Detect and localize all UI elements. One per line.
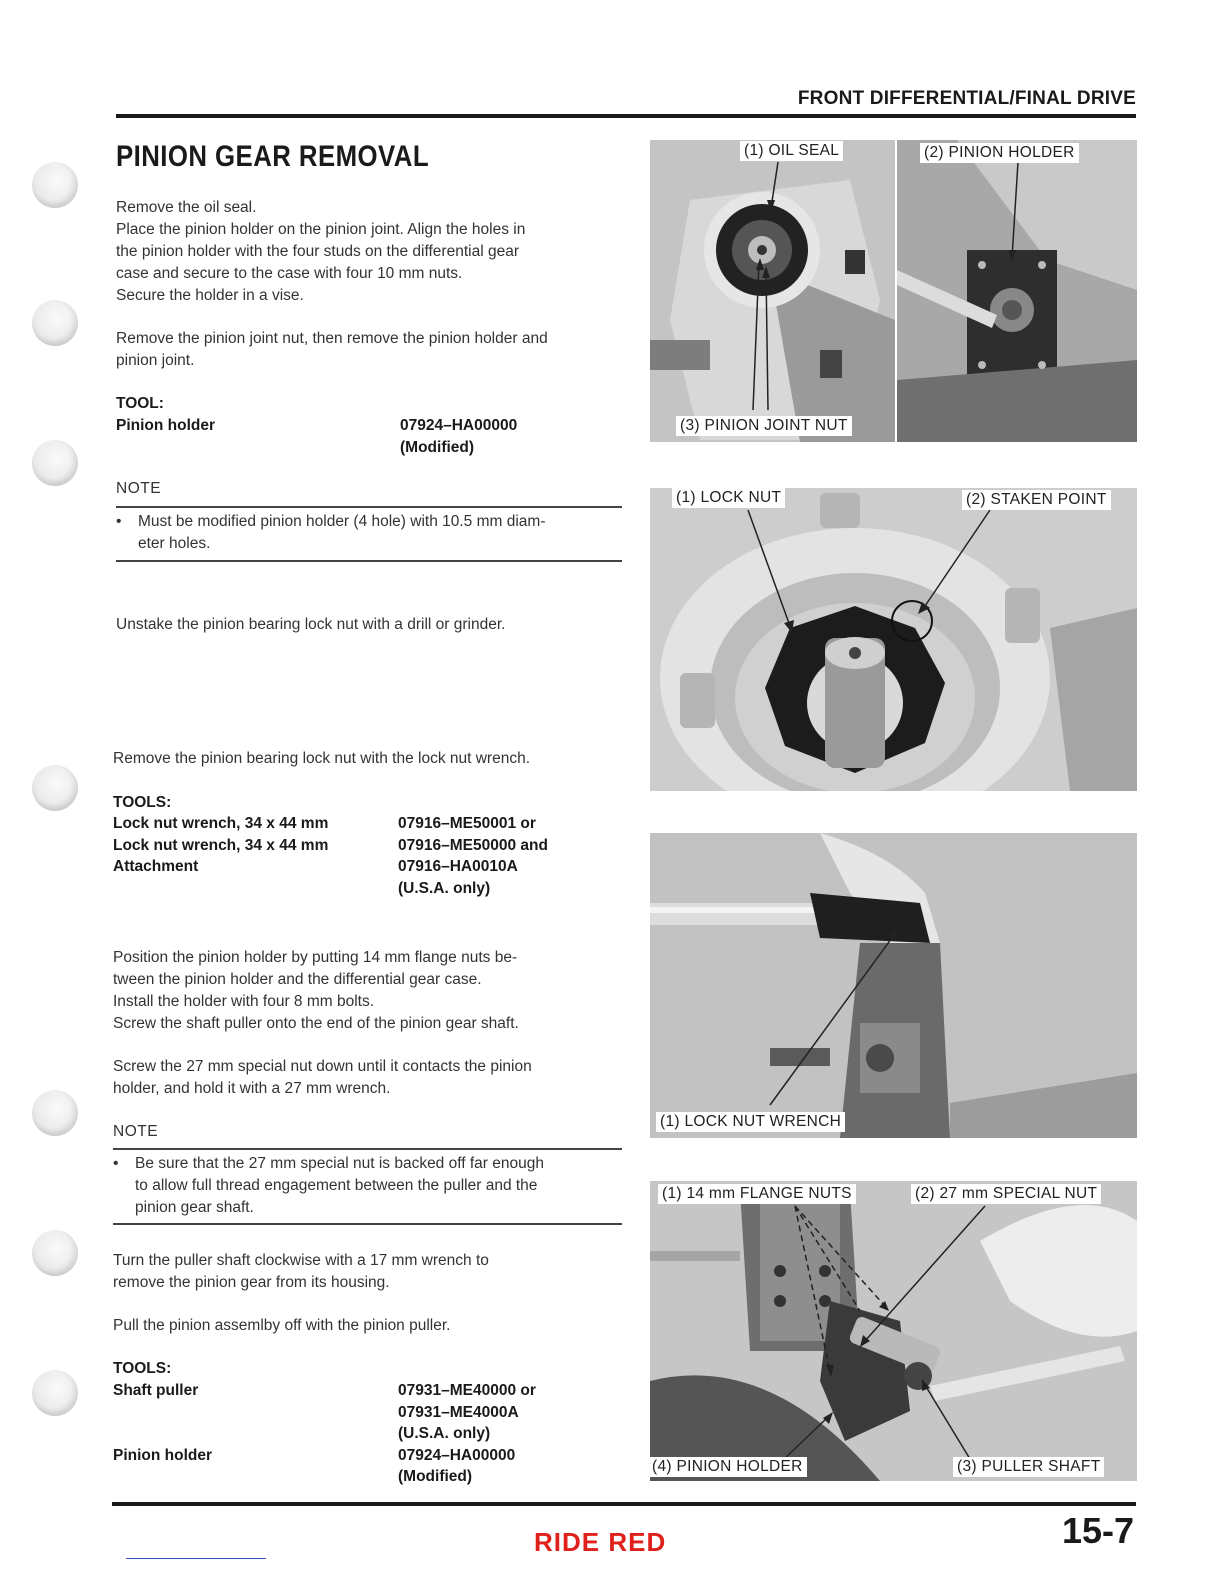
- binder-hole: [32, 300, 78, 346]
- caption-pinion-holder: (2) PINION HOLDER: [920, 143, 1079, 163]
- caption-lock-nut-wrench: (1) LOCK NUT WRENCH: [656, 1112, 845, 1132]
- tool-code: 07931–ME4000A: [398, 1403, 519, 1421]
- fig2-leader-lines: [650, 488, 1137, 791]
- tool-name: Pinion holder: [113, 1446, 213, 1464]
- text-line: remove the pinion gear from its housing.: [113, 1274, 390, 1291]
- text-line: Install the holder with four 8 mm bolts.: [113, 993, 375, 1010]
- caption-puller-shaft: (3) PULLER SHAFT: [953, 1457, 1104, 1477]
- text-line: Remove the oil seal.: [116, 199, 257, 216]
- header-rule: [116, 114, 1136, 118]
- binder-hole: [32, 440, 78, 486]
- text-line: Place the pinion holder on the pinion joint. Align the holes in: [116, 221, 526, 238]
- tools-table: [113, 813, 633, 899]
- binder-hole: [32, 1230, 78, 1276]
- tool-heading: TOOL:: [116, 395, 164, 412]
- fig4-leader-lines: [650, 1181, 1137, 1481]
- text-line: holder, and hold it with a 27 mm wrench.: [113, 1080, 391, 1097]
- tool-code: 07924–HA00000: [400, 417, 518, 434]
- note-rule-bottom: [113, 1223, 622, 1225]
- paragraph-lock-nut: Remove the pinion bearing lock nut with the lock nut wrench.: [113, 750, 531, 767]
- caption-oil-seal: (1) OIL SEAL: [740, 141, 843, 161]
- caption-special-nut: (2) 27 mm SPECIAL NUT: [911, 1184, 1101, 1204]
- tool-name: Lock nut wrench, 34 x 44 mm: [113, 815, 329, 832]
- tool-name: Pinion holder: [116, 417, 216, 434]
- footer-rule: [112, 1502, 1136, 1506]
- text-line: Must be modified pinion holder (4 hole) with 10.5 mm diam-: [138, 513, 546, 530]
- paragraph-oil-seal: [116, 197, 636, 307]
- page-title: PINION GEAR REMOVAL: [116, 140, 430, 173]
- caption-flange-nuts: (1) 14 mm FLANGE NUTS: [658, 1184, 856, 1204]
- fig1-leader-lines: [650, 140, 1140, 442]
- text-line: Be sure that the 27 mm special nut is backed off far enough: [135, 1155, 544, 1172]
- note-rule-top: [116, 506, 622, 508]
- note-rule-bottom: [116, 560, 622, 562]
- text-line: Position the pinion holder by putting 14 mm flange nuts be-: [113, 949, 518, 966]
- tool-code: 07924–HA00000: [398, 1446, 516, 1464]
- binder-hole: [32, 1090, 78, 1136]
- paragraph-position-holder: [113, 947, 633, 1035]
- note-bullet: • Be sure that the 27 mm special nut is backed off far enough to allow full thread engagement between the puller and the pinion gear shaft.: [113, 1153, 625, 1219]
- binder-hole: [32, 1370, 78, 1416]
- footer-underline: [126, 1558, 266, 1559]
- page-number: 15-7: [1061, 1510, 1134, 1551]
- note-rule-top: [113, 1148, 622, 1150]
- caption-pinion-holder: (4) PINION HOLDER: [648, 1457, 807, 1477]
- tool-name: Lock nut wrench, 34 x 44 mm: [113, 836, 329, 854]
- tool-code-note: (Modified): [400, 439, 475, 456]
- text-line: Screw the 27 mm special nut down until it contacts the pinion: [113, 1058, 532, 1075]
- text-line: the pinion holder with the four studs on the differential gear: [116, 243, 519, 260]
- text-line: pinion gear shaft.: [135, 1199, 254, 1216]
- tool-name: Attachment: [113, 858, 199, 875]
- tool-code: 07916–HA0010A: [398, 858, 518, 875]
- paragraph-pull-assembly: Pull the pinion assemlby off with the pinion puller.: [113, 1317, 451, 1334]
- tool-name: Shaft puller: [113, 1382, 199, 1399]
- tools-heading: TOOLS:: [113, 1360, 172, 1377]
- note-heading: NOTE: [116, 480, 162, 497]
- text-line: Screw the shaft puller onto the end of the pinion gear shaft.: [113, 1015, 519, 1032]
- text-line: pinion joint.: [116, 352, 195, 369]
- binder-hole: [32, 765, 78, 811]
- text-line: Remove the pinion joint nut, then remove the pinion holder and: [116, 330, 548, 347]
- section-header: FRONT DIFFERENTIAL/FINAL DRIVE: [797, 88, 1136, 109]
- tools-table: [113, 1380, 633, 1488]
- caption-pinion-joint-nut: (3) PINION JOINT NUT: [676, 416, 852, 436]
- binder-hole: [32, 162, 78, 208]
- tool-code: 07916–ME50001 or: [398, 815, 536, 832]
- tools-heading: TOOLS:: [113, 794, 172, 811]
- tool-code: (U.S.A. only): [398, 879, 491, 897]
- text-line: to allow full thread engagement between the puller and the: [135, 1177, 538, 1194]
- text-line: Secure the holder in a vise.: [116, 287, 304, 304]
- tool-code: 07931–ME40000 or: [398, 1382, 536, 1399]
- tool-code: 07916–ME50000 and: [398, 836, 548, 854]
- paragraph-unstake: Unstake the pinion bearing lock nut with a drill or grinder.: [116, 616, 506, 633]
- brand-logo: RIDE RED: [534, 1527, 667, 1557]
- paragraph-turn-puller: [113, 1250, 633, 1294]
- tool-code: (Modified): [398, 1468, 473, 1485]
- paragraph-special-nut: [113, 1056, 633, 1100]
- text-line: case and secure to the case with four 10 mm nuts.: [116, 265, 463, 282]
- caption-lock-nut: (1) LOCK NUT: [672, 488, 785, 508]
- text-line: tween the pinion holder and the differential gear case.: [113, 971, 482, 988]
- text-line: Turn the puller shaft clockwise with a 17 mm wrench to: [113, 1252, 489, 1269]
- tool-code: (U.S.A. only): [398, 1425, 491, 1442]
- note-bullet: • Must be modified pinion holder (4 hole) with 10.5 mm diam- eter holes.: [116, 511, 626, 555]
- paragraph-joint-nut: [116, 328, 636, 372]
- fig3-leader-lines: [650, 833, 1137, 1138]
- caption-staken-point: (2) STAKEN POINT: [962, 490, 1111, 510]
- text-line: eter holes.: [138, 535, 211, 552]
- note-heading: NOTE: [113, 1123, 159, 1140]
